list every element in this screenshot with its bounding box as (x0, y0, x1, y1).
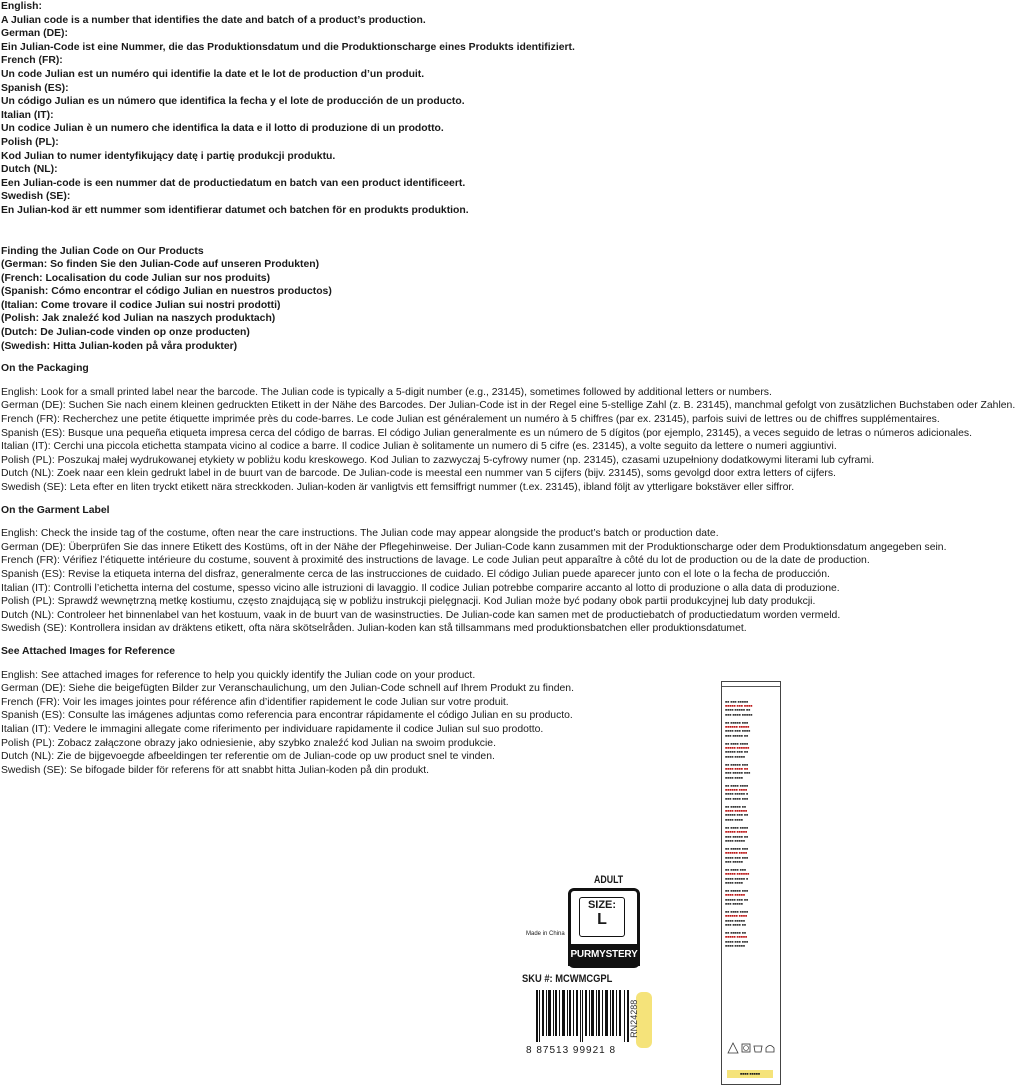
sku-label: SKU #: MCWMCGPL (522, 973, 613, 985)
attached-pl: Polish (PL): Zobacz załączone obrazy jako odniesienie, aby szybko znaleźć kod Julian na swoim produkcie. (1, 737, 496, 749)
garment-fr: French (FR): Vérifiez l’étiquette intérieure du costume, souvent à proximité des instructions de lavage. Le code Julian peut apparaître à côté du lot de production ou de la date de production. (1, 555, 870, 567)
attached-title: See Attached Images for Reference (1, 645, 176, 657)
finding-fr: (French: Localisation du code Julian sur nos produits) (1, 272, 271, 284)
care-label-divider (722, 686, 780, 687)
intro-text-fr: Un code Julian est un numéro qui identifie la date et le lot de production d’un produit. (1, 68, 425, 80)
finding-es: (Spanish: Cómo encontrar el código Julian en nuestros productos) (1, 286, 332, 298)
attached-section (1, 645, 1021, 777)
intro-text-en: A Julian code is a number that identifies the date and batch of a product’s production. (1, 14, 426, 26)
packaging-es: Spanish (ES): Busque una pequeña etiqueta impresa cerca del código de barras. El código Julian generalmente es un número de 5 dígitos (por ejemplo, 23145), a veces seguido de letras o números adicionales. (1, 427, 972, 439)
packaging-de: German (DE): Suchen Sie nach einem kleinen gedruckten Etikett in der Nähe des Barcodes. Der Julian-Code ist in der Regel eine 5-stellige Zahl (z. B. 23145), manchmal gefolgt von zusätzlichen Buchstaben oder Zahlen. (1, 400, 1016, 412)
attached-se: Swedish (SE): Se bifogade bilder för referens för att snabbt hitta Julian-koden på din produkt. (1, 764, 429, 776)
size-label: SIZE: (587, 899, 617, 911)
finding-section (1, 245, 1021, 354)
attached-nl: Dutch (NL): Zie de bijgevoegde afbeeldingen ter referentie om de Julian-code op uw product snel te vinden. (1, 751, 495, 763)
size-value: L (597, 911, 607, 928)
intro-text-nl: Een Julian-code is een nummer dat de productiedatum en batch van een product identificeert. (1, 177, 466, 189)
garment-se: Swedish (SE): Kontrollera insidan av dräktens etikett, ofta nära skötselråden. Julian-koden kan stå tillsammans med produktionsbatchen eller produktionsdatumet. (1, 623, 747, 635)
intro-lang-nl: Dutch (NL): (1, 164, 58, 176)
packaging-se: Swedish (SE): Leta efter en liten tryckt etikett nära streckkoden. Julian-koden är vanligtvis ett femsiffrigt nummer (t.ex. 23145), ibland följt av ytterligare bokstäver eller siffror. (1, 482, 795, 493)
finding-se: (Swedish: Hitta Julian-koden på våra produkter) (1, 340, 238, 352)
upc-number: 8 87513 99921 8 (526, 1045, 617, 1056)
care-label-image (721, 681, 781, 1085)
size-inner-box (579, 897, 625, 937)
brand-banner: PURMYSTERY (568, 944, 640, 966)
intro-lang-en: English: (1, 1, 42, 12)
intro-lang-pl: Polish (PL): (1, 136, 59, 148)
intro-lang-se: Swedish (SE): (1, 191, 71, 203)
garment-it: Italian (IT): Controlli l’etichetta interna del costume, spesso vicino alle istruzioni di lavaggio. Il codice Julian potrebbe comparire accanto al lotto di produzione o alla data di produzione. (1, 582, 840, 594)
intro-lang-de: German (DE): (1, 28, 68, 40)
intro-text-pl: Kod Julian to numer identyfikujący datę i partię produkcji produktu. (1, 150, 336, 162)
garment-section (1, 504, 1021, 636)
attached-es: Spanish (ES): Consulte las imágenes adjuntas como referencia para encontrar rápidamente el código Julian en su producto. (1, 710, 573, 722)
attached-en: English: See attached images for reference to help you quickly identify the Julian code on your product. (1, 669, 476, 681)
attached-de: German (DE): Siehe die beigefügten Bilder zur Veranschaulichung, um den Julian-Code schnell auf Ihrem Produkt zu finden. (1, 683, 574, 695)
intro-lang-fr: French (FR): (1, 55, 63, 67)
julian-code-sticker: ■■■■ ■■■■■ (727, 1070, 773, 1078)
finding-it: (Italian: Come trovare il codice Julian sui nostri prodotti) (1, 299, 281, 311)
intro-text-es: Un código Julian es un número que identifica la fecha y el lote de producción de un producto. (1, 96, 465, 108)
intro-lang-es: Spanish (ES): (1, 82, 69, 94)
finding-nl: (Dutch: De Julian-code vinden op onze producten) (1, 327, 250, 339)
packaging-title: On the Packaging (1, 363, 89, 375)
intro-lang-it: Italian (IT): (1, 109, 54, 121)
packaging-section (1, 362, 1021, 494)
attached-it: Italian (IT): Vedere le immagini allegate come riferimento per individuare rapidamente il codice Julian sul suo prodotto. (1, 723, 544, 735)
care-symbols-icon (726, 1042, 776, 1054)
garment-en: English: Check the inside tag of the costume, often near the care instructions. The Julian code may appear alongside the product’s batch or production date. (1, 528, 719, 540)
packaging-nl: Dutch (NL): Zoek naar een klein gedrukt label in de buurt van de barcode. De Julian-code is meestal een nummer van 5 cijfers (bijv. 23145), soms gevolgd door extra letters of cijfers. (1, 468, 836, 480)
packaging-pl: Polish (PL): Poszukaj małej wydrukowanej etykiety w pobliżu kodu kreskowego. Kod Julian to zazwyczaj 5-cyfrowy numer (np. 23145), czasami uzupełniony dodatkowymi literami lub cyframi. (1, 454, 875, 466)
made-in-label: Made in China (526, 931, 565, 937)
intro-text-se: En Julian-kod är ett nummer som identifierar datumet och batchen för en produkts produktion. (1, 204, 469, 216)
attached-fr: French (FR): Voir les images jointes pour référence afin d’identifier rapidement le code Julian sur votre produit. (1, 696, 509, 708)
packaging-it: Italian (IT): Cerchi una piccola etichetta stampata vicino al codice a barre. Il codice Julian è solitamente un numero di 5 cifre (es. 23145), a volte seguito da lettere o numeri aggiuntivi. (1, 441, 837, 453)
packaging-fr: French (FR): Recherchez une petite étiquette imprimée près du code-barres. Le code Julian est généralement un numéro à 5 chiffres (par ex. 23145), parfois suivi de lettres ou de chiffres supplémentaires. (1, 414, 940, 426)
garment-nl: Dutch (NL): Controleer het binnenlabel van het kostuum, vaak in de buurt van de wasinstructies. De Julian-code kan samen met de productiebatch of productiedatum worden vermeld. (1, 609, 841, 621)
garment-title: On the Garment Label (1, 504, 110, 516)
finding-pl: (Polish: Jak znaleźć kod Julian na naszych produktach) (1, 313, 276, 325)
intro-text-it: Un codice Julian è un numero che identifica la data e il lotto di produzione di un prodotto. (1, 123, 444, 135)
document-page (1, 0, 1021, 777)
rn-sticker (629, 992, 652, 1048)
intro-section (1, 0, 1021, 218)
finding-title: Finding the Julian Code on Our Products (1, 245, 204, 257)
intro-text-de: Ein Julian-Code ist eine Nummer, die das Produktionsdatum und die Produktionscharge eines Produkts identifiziert. (1, 41, 575, 53)
garment-pl: Polish (PL): Sprawdź wewnętrzną metkę kostiumu, często znajdującą się w pobliżu instrukcji pielęgnacji. Kod Julian może być podany obok partii produkcyjnej lub daty produkcji. (1, 596, 816, 608)
care-label-fine-print: ■■ ■■■ ■■■■■ ■■■■■ ■■■ ■■■■ ■■■■ ■■■■■ ■■ ■■■ ■■■■ ■■■■■ ■■ ■■■■■ ■■■ ■■■■■■ ■■■■■ ■■■■ ■■■ ■■■■ ■■■ ■■■■■ ■■ ■■ ■■■■ ■■■■ ■■■■■ ■■■■■■ ■■■■■ ■■■ ■■ ■■■■ ■■■■■ ■■ ■■■■■ ■■■ ■■■■ ■■■■ ■■ ■■■ ■■■■■ ■■■ ■■■■ ■■■■ ■■ ■■■■ ■■■■ ■■■■■■ ■■■■ ■■■■ ■■■■■ ■ ■■■ ■■■■ ■■■ ■■ ■■■■■ ■■ ■■■■ ■■■■■■ ■■■■■ ■■■ ■■ ■■■■ ■■■■ ■■ ■■■■ ■■■■ ■■■■■ ■■■■■ ■■■ ■■■■■ ■■ ■■■■ ■■■■■ ■■ ■■■■■ ■■■ ■■■■■■ ■■■■ ■■■■ ■■■ ■■■ ■■■ ■■■■■ ■■ ■■■■ ■■■ ■■■■■ ■■■■■■ ■■■■ ■■■■■ ■ ■■■■ ■■■■ ■■ ■■■■■ ■■■ ■■■■ ■■■■■ ■■■■■ ■■■ ■■ ■■■ ■■■■■ ■■ ■■■■ ■■■■ ■■■■■■ ■■■■ ■■■■ ■■■■■ ■■■ ■■■■ ■■ ■■ ■■■■■ ■■ ■■■■■ ■■■■■ ■■■■ ■■■ ■■■ ■■■■ ■■■■■ (725, 700, 753, 948)
garment-de: German (DE): Überprüfen Sie das innere Etikett des Kostüms, oft in der Nähe der Pflegehinweise. Der Julian-Code kann zusammen mit der Produktionscharge oder dem Produktionsdatum angegeben sein. (1, 541, 947, 553)
barcode-icon (536, 990, 630, 1042)
adult-label: ADULT (594, 874, 624, 886)
finding-de: (German: So finden Sie den Julian-Code auf unseren Produkten) (1, 259, 320, 271)
size-tag-image (518, 874, 658, 1080)
packaging-en: English: Look for a small printed label near the barcode. The Julian code is typically a 5-digit number (e.g., 23145), sometimes followed by additional letters or numbers. (1, 386, 772, 398)
garment-es: Spanish (ES): Revise la etiqueta interna del disfraz, generalmente cerca de las instrucciones de cuidado. El código Julian puede aparecer junto con el lote o la fecha de producción. (1, 568, 830, 580)
rn-number: RN24288 (629, 999, 640, 1038)
